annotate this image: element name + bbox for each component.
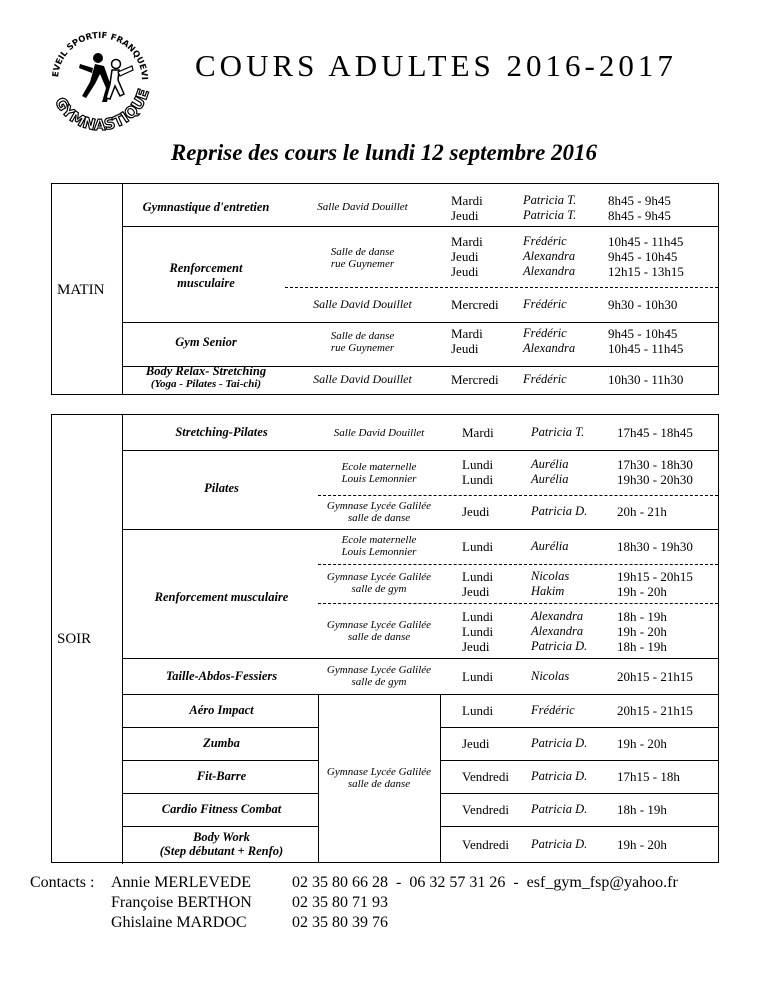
row-separator — [123, 226, 718, 227]
column-divider — [440, 694, 441, 862]
course-hours: 17h45 - 18h45 — [617, 425, 693, 440]
course-teachers: Patricia D. — [531, 736, 588, 750]
course-days: Mardi Jeudi — [451, 193, 483, 223]
salle-name: Gymnase Lycée Galilée salle de gym — [326, 571, 432, 595]
activity-name: Aéro Impact — [189, 703, 254, 717]
salle-name: Salle de danse rue Guynemer — [330, 246, 395, 270]
activity-name: Taille-Abdos-Fessiers — [165, 669, 278, 683]
salle-name: Salle David Douillet — [313, 372, 412, 386]
row-separator — [123, 793, 318, 794]
matin-divider — [122, 183, 123, 395]
course-hours: 9h45 - 10h45 10h45 - 11h45 — [608, 326, 684, 356]
row-separator — [285, 287, 718, 288]
course-teachers: Nicolas — [531, 669, 570, 683]
course-days: Mardi Jeudi Jeudi — [451, 234, 483, 279]
course-days: Vendredi — [462, 802, 509, 817]
soir-label: SOIR — [57, 631, 92, 647]
salle-name: Ecole maternelle Louis Lemonnier — [341, 461, 417, 485]
course-days: Mardi Jeudi — [451, 326, 483, 356]
salle-name: Salle David Douillet — [317, 201, 408, 213]
salle-name: Gymnase Lycée Galilée salle de danse — [326, 500, 432, 524]
course-days: Vendredi — [462, 769, 509, 784]
course-teachers: Aurélia — [531, 539, 569, 553]
course-days: Lundi — [462, 669, 494, 684]
course-hours: 18h - 19h — [617, 802, 667, 817]
matin-label: MATIN — [57, 282, 105, 298]
course-hours: 20h15 - 21h15 — [617, 669, 693, 684]
activity-subtitle: (Yoga - Pilates - Tai-chi) — [150, 378, 262, 390]
course-hours: 10h45 - 11h45 9h45 - 10h45 12h15 - 13h15 — [608, 234, 684, 279]
course-hours: 9h30 - 10h30 — [608, 297, 678, 312]
course-days: Mercredi — [451, 297, 499, 312]
salle-name: Gymnase Lycée Galilée salle de gym — [326, 664, 432, 688]
row-separator — [440, 760, 718, 761]
course-hours: 18h30 - 19h30 — [617, 539, 693, 554]
course-hours: 17h30 - 18h30 19h30 - 20h30 — [617, 457, 693, 487]
row-separator — [440, 793, 718, 794]
row-separator — [123, 658, 718, 659]
course-hours: 10h30 - 11h30 — [608, 372, 684, 387]
course-days: Jeudi — [462, 736, 490, 751]
salle-name: Salle David Douillet — [333, 427, 425, 439]
activity-name: Body Relax- Stretching — [145, 364, 267, 378]
course-teachers: Frédéric — [531, 703, 575, 717]
salle-name: Gymnase Lycée Galilée salle de danse — [326, 619, 432, 643]
course-days: Lundi — [462, 703, 494, 718]
course-hours: 19h - 20h — [617, 736, 667, 751]
club-logo — [40, 18, 160, 138]
row-separator — [440, 727, 718, 728]
course-days: Mardi — [462, 425, 494, 440]
activity-name: Pilates — [204, 481, 239, 495]
activity-name: Renforcement musculaire — [169, 261, 243, 290]
salle-name: Gymnase Lycée Galilée salle de danse — [326, 766, 432, 790]
logo-ring-bottom-text: GYMNASTIQUE — [51, 86, 153, 135]
row-separator — [318, 603, 718, 604]
activity-name: Zumba — [203, 736, 240, 750]
salle-name: Ecole maternelle Louis Lemonnier — [341, 534, 417, 558]
course-teachers: Alexandra Alexandra Patricia D. — [531, 609, 588, 653]
contact-phone: 02 35 80 71 93 — [292, 894, 388, 911]
contact-name: Françoise BERTHON — [111, 894, 252, 911]
activity-name: Gym Senior — [175, 335, 237, 349]
row-separator — [123, 760, 318, 761]
contact-name: Ghislaine MARDOC — [111, 914, 247, 931]
row-separator — [318, 564, 718, 565]
activity-name: Fit-Barre — [196, 769, 247, 783]
logo-ring-top-text: EVEIL SPORTIF FRANQUEVI — [51, 30, 150, 81]
course-teachers: Frédéric — [523, 297, 567, 311]
salle-name: Salle David Douillet — [313, 297, 412, 311]
course-days: Lundi Jeudi — [462, 569, 494, 599]
course-teachers: Patricia D. — [531, 802, 588, 816]
course-days: Jeudi — [462, 504, 490, 519]
course-hours: 18h - 19h 19h - 20h 18h - 19h — [617, 609, 667, 654]
contacts-label: Contacts : — [30, 874, 95, 891]
activity-name: Body Work (Step débutant + Renfo) — [159, 830, 284, 858]
row-separator — [123, 450, 718, 451]
soir-divider — [122, 414, 123, 864]
course-teachers: Frédéric Alexandra — [523, 326, 576, 355]
contact-name: Annie MERLEVEDE — [111, 874, 251, 891]
row-separator — [123, 322, 718, 323]
gymnast-figures-icon — [79, 53, 133, 102]
activity-name: Stretching-Pilates — [175, 425, 268, 439]
course-days: Mercredi — [451, 372, 499, 387]
course-hours: 19h - 20h — [617, 837, 667, 852]
row-separator — [123, 529, 718, 530]
course-hours: 19h15 - 20h15 19h - 20h — [617, 569, 693, 599]
contact-phones: 02 35 80 66 28 - 06 32 57 31 26 - esf_gym_fsp@yahoo.fr — [292, 874, 678, 891]
course-teachers: Frédéric Alexandra Alexandra — [523, 234, 576, 278]
row-separator — [123, 826, 318, 827]
course-days: Lundi — [462, 539, 494, 554]
row-separator — [440, 826, 718, 827]
course-days: Lundi Lundi Jeudi — [462, 609, 494, 654]
course-days: Vendredi — [462, 837, 509, 852]
course-hours: 17h15 - 18h — [617, 769, 680, 784]
course-teachers: Frédéric — [523, 372, 567, 386]
salle-name: Salle de danse rue Guynemer — [330, 330, 395, 354]
page-title: COURS ADULTES 2016-2017 — [195, 48, 677, 83]
course-hours: 8h45 - 9h45 8h45 - 9h45 — [608, 193, 671, 223]
contact-phone: 02 35 80 39 76 — [292, 914, 388, 931]
course-teachers: Nicolas Hakim — [531, 569, 570, 598]
course-hours: 20h - 21h — [617, 504, 667, 519]
row-separator — [318, 495, 718, 496]
course-teachers: Patricia D. — [531, 769, 588, 783]
course-hours: 20h15 - 21h15 — [617, 703, 693, 718]
course-teachers: Patricia D. — [531, 837, 588, 851]
course-days: Lundi Lundi — [462, 457, 494, 487]
course-teachers: Patricia D. — [531, 504, 588, 518]
activity-name: Gymnastique d'entretien — [142, 200, 270, 214]
activity-name: Cardio Fitness Combat — [161, 802, 282, 816]
activity-name: Renforcement musculaire — [154, 590, 289, 604]
page-subtitle: Reprise des cours le lundi 12 septembre 2016 — [170, 140, 598, 165]
course-teachers: Patricia T. — [531, 425, 585, 439]
row-separator — [123, 727, 318, 728]
row-separator — [123, 694, 718, 695]
course-teachers: Patricia T. Patricia T. — [523, 193, 577, 222]
soir-bottom-stub — [51, 862, 123, 863]
course-teachers: Aurélia Aurélia — [531, 457, 569, 486]
